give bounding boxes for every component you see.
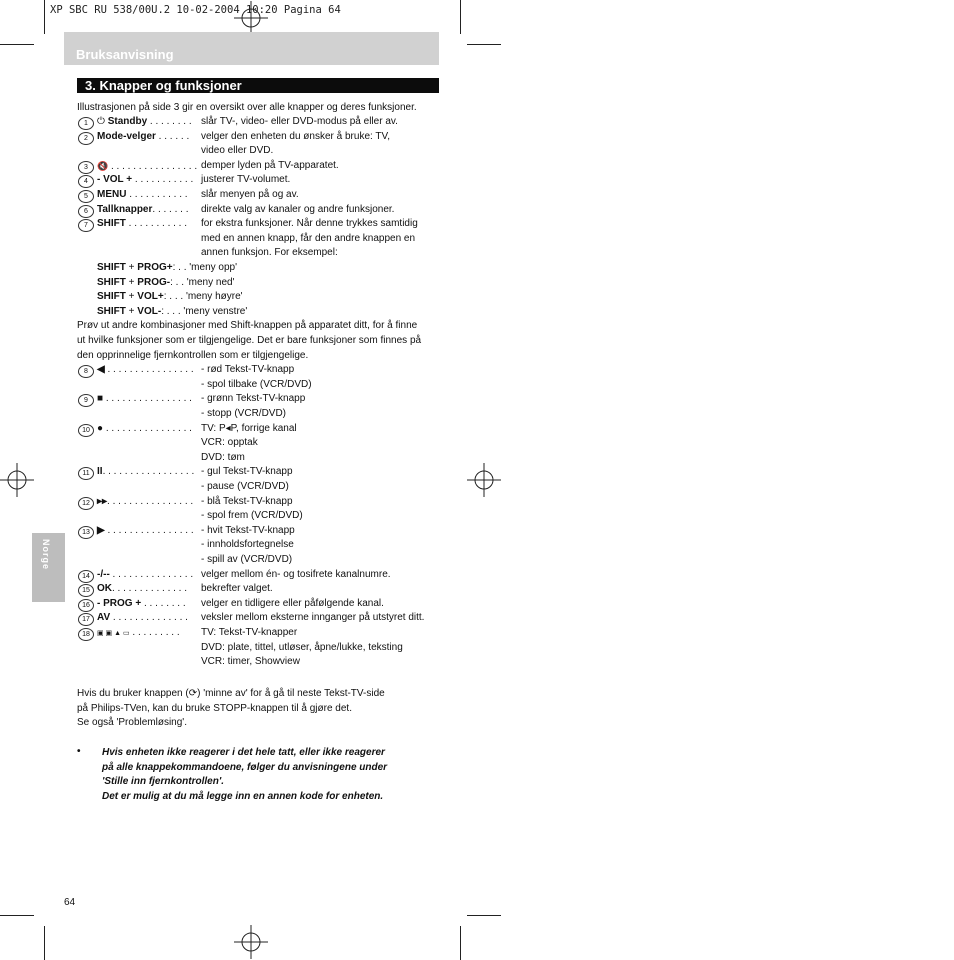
item-key [97, 173, 193, 188]
leader-dots: . . . . . . . . [147, 116, 192, 127]
item-key-label: ▶ [97, 524, 105, 536]
shift-key: SHIFT [97, 305, 126, 317]
item-key [97, 159, 197, 175]
item-key [97, 203, 189, 218]
item-description: TV: Tekst-TV-knapper [201, 627, 298, 638]
paragraph-line: ut hvilke funksjoner som er tilgjengelige. Det er bare funksjoner som finnes på [77, 335, 422, 346]
item-key-label: ■ [97, 393, 104, 405]
note-line: 'Stille inn fjernkontrollen'. [102, 776, 224, 788]
item-key [97, 597, 186, 612]
item-description: - innholdsfortegnelse [201, 539, 294, 551]
chapter-header [77, 78, 439, 93]
leader-dots: : . . . [163, 291, 186, 303]
leader-dots: . . . . . . . . . . . . . . . . [108, 160, 198, 172]
combo-meaning: 'meny venstre' [183, 305, 248, 317]
item-number: 11 [78, 467, 94, 480]
item-number: 10 [78, 424, 94, 437]
item-description: for ekstra funksjoner. Når denne trykkes samtidig [201, 218, 418, 230]
item-key-label: -/-- [97, 568, 110, 580]
note-line: på alle knappekommandoene, følger du anvisningene under [102, 761, 388, 773]
item-description: - gul Tekst-TV-knapp [201, 466, 293, 478]
item-description: video eller DVD. [201, 145, 274, 157]
leader-dots: . . . . . . [155, 130, 190, 142]
leader-dots: . . . . . . . . . . . [126, 189, 188, 200]
leader-dots: . . . . . . . . . . . [125, 218, 188, 230]
item-key [97, 495, 193, 510]
print-header: XP SBC RU 538/00U.2 10-02-2004 10:20 Pagina 64 [50, 4, 341, 16]
item-description: TV: P◂P, forrige kanal [201, 422, 297, 434]
registration-mark-icon [234, 925, 268, 959]
item-number: 17 [78, 613, 94, 626]
shift-key: SHIFT [97, 291, 126, 303]
item-description: slår menyen på og av. [201, 189, 299, 200]
item-description: - spill av (VCR/DVD) [201, 554, 293, 565]
standby-icon: ⏻ [97, 116, 108, 127]
item-number: 13 [78, 526, 94, 539]
paragraph-line: på Philips-TVen, kan du bruke STOPP-knappen til å gjøre det. [77, 702, 352, 714]
item-key [97, 524, 194, 539]
crop-mark [0, 915, 34, 916]
item-key-label: - PROG + [97, 597, 142, 609]
registration-mark-icon [234, 1, 268, 35]
item-number: 8 [78, 365, 94, 378]
item-key-label: MENU [97, 189, 127, 200]
crop-mark [0, 44, 34, 45]
crop-mark [460, 0, 461, 34]
item-key-label: ▸▸ [97, 495, 108, 507]
item-key [97, 626, 180, 642]
item-description: veksler mellom eksterne innganger på utstyret ditt. [201, 612, 425, 624]
item-key-label: AV [97, 612, 111, 624]
combo-meaning: 'meny høyre' [185, 291, 243, 303]
item-description: med en annen knapp, får den andre knappen en [201, 232, 416, 244]
leader-dots: . . . . . . . . . . . . . . . . [104, 524, 194, 536]
item-description: direkte valg av kanaler og andre funksjoner. [201, 203, 395, 215]
registration-mark-icon [0, 463, 34, 497]
item-key-label: II [97, 466, 103, 478]
shift-combo [97, 290, 243, 305]
combo-key: PROG- [137, 276, 171, 288]
leader-dots: . . . . . . . . . . . . . . . . [103, 393, 192, 405]
item-description: - pause (VCR/DVD) [201, 481, 289, 492]
leader-dots: : . . [172, 262, 190, 273]
item-description: DVD: tøm [201, 451, 245, 463]
item-number: 12 [78, 497, 94, 510]
item-key [97, 392, 192, 407]
note-line: Det er mulig at du må legge inn en annen kode for enheten. [102, 790, 384, 802]
item-description: demper lyden på TV-apparatet. [201, 159, 339, 171]
item-key [97, 465, 194, 480]
item-description: velger mellom én- og tosifrete kanalnumre. [201, 568, 391, 580]
item-key [97, 130, 189, 145]
item-description: VCR: opptak [201, 437, 258, 449]
item-number: 2 [78, 132, 94, 145]
paragraph-line: Se også 'Problemløsing'. [77, 717, 187, 729]
crop-mark [44, 0, 45, 34]
page-number: 64 [64, 897, 76, 908]
combo-key: VOL+ [137, 291, 164, 303]
item-number: 7 [78, 219, 94, 232]
combo-meaning: 'meny ned' [186, 276, 235, 288]
item-key [97, 582, 187, 597]
item-description: justerer TV-volumet. [201, 174, 291, 186]
language-tab-label: Norge [41, 539, 51, 571]
item-description: bekrefter valget. [201, 583, 273, 595]
section-header [64, 32, 439, 65]
note-bullet: • [77, 746, 81, 757]
item-key [97, 188, 188, 203]
item-description: DVD: plate, tittel, utløser, åpne/lukke, teksting [201, 641, 403, 653]
item-description: - blå Tekst-TV-knapp [201, 495, 293, 507]
item-number: 5 [78, 190, 94, 203]
item-description: VCR: timer, Showview [201, 656, 300, 668]
leader-dots: . . . . . . . . . . . . . . [110, 612, 188, 624]
leader-dots: . . . . . . . . . . . . . . . . [103, 422, 192, 434]
paragraph-line: Hvis du bruker knappen (⟳) 'minne av' for å gå til neste Tekst-TV-side [77, 688, 385, 699]
leader-dots: . . . . . . . . [141, 597, 186, 609]
paragraph-line: Prøv ut andre kombinasjoner med Shift-knappen på apparatet ditt, for å finne [77, 320, 418, 332]
shift-combo [97, 305, 247, 320]
item-number: 18 [78, 628, 94, 641]
item-description: - grønn Tekst-TV-knapp [201, 393, 306, 405]
crop-mark [460, 926, 461, 960]
leader-dots: : . . . [161, 305, 184, 317]
item-number: 14 [78, 570, 94, 583]
item-number: 6 [78, 205, 94, 218]
section-title: Bruksanvisning [76, 47, 174, 62]
item-number: 15 [78, 584, 94, 597]
shift-key: SHIFT [97, 276, 126, 288]
item-description: - stopp (VCR/DVD) [201, 408, 287, 419]
item-key-label: Standby [107, 116, 148, 127]
item-key [97, 363, 194, 378]
item-description: - spol tilbake (VCR/DVD) [201, 378, 312, 390]
combo-key: VOL- [137, 305, 162, 317]
leader-dots: . . . . . . . . . . . . . . . . [104, 364, 194, 376]
item-description: velger en tidligere eller påfølgende kanal. [201, 597, 384, 609]
shift-combo [97, 261, 237, 276]
plus-sign: + [125, 276, 138, 288]
plus-sign: + [125, 305, 138, 317]
item-key-label: ● [97, 422, 104, 434]
item-number: 16 [78, 599, 94, 612]
item-key [97, 115, 192, 130]
language-tab [32, 533, 65, 602]
item-description: annen funksjon. For eksempel: [201, 247, 338, 259]
combo-meaning: 'meny opp' [189, 262, 237, 273]
plus-sign: + [125, 262, 138, 273]
item-key-label: OK [97, 583, 112, 595]
shift-key: SHIFT [97, 262, 126, 273]
paragraph-line: den opprinnelige fjernkontrollen som er tilgjengelige. [77, 349, 309, 361]
item-key-label: - VOL + [97, 174, 133, 186]
item-number: 3 [78, 161, 94, 174]
item-description: - rød Tekst-TV-knapp [201, 364, 295, 376]
item-key-label: SHIFT [97, 218, 126, 230]
leader-dots: . . . . . . . . . . . . . . [112, 583, 188, 595]
shift-combo [97, 276, 234, 291]
combo-key: PROG+ [137, 262, 173, 273]
item-key [97, 611, 188, 626]
intro-text: Illustrasjonen på side 3 gir en oversikt over alle knapper og deres funksjoner. [77, 102, 417, 113]
leader-dots: . . . . . . . . . [129, 627, 180, 638]
leader-dots: . . . . . . . [152, 203, 189, 215]
crop-mark [467, 915, 501, 916]
item-key-label: Mode-velger [97, 130, 156, 142]
item-description: - hvit Tekst-TV-knapp [201, 524, 295, 536]
mute-icon: 🔇 [97, 160, 109, 171]
item-key [97, 568, 193, 583]
teletext-keys-icon: ▣ ▣ ▲ ▭ [97, 630, 130, 637]
registration-mark-icon [467, 463, 501, 497]
item-key [97, 422, 192, 437]
crop-mark [467, 44, 501, 45]
item-number: 1 [78, 117, 94, 130]
chapter-title: 3. Knapper og funksjoner [85, 78, 242, 93]
note-line: Hvis enheten ikke reagerer i det hele tatt, eller ikke reagerer [102, 747, 385, 758]
leader-dots: . . . . . . . . . . . [132, 174, 194, 186]
item-key-label: ◀ [97, 364, 105, 376]
item-key-label: Tallknapper [97, 203, 153, 215]
leader-dots: . . . . . . . . . . . . . . . . . [102, 466, 195, 478]
item-number: 4 [78, 175, 94, 188]
leader-dots: . . . . . . . . . . . . . . . [109, 568, 194, 580]
plus-sign: + [125, 291, 138, 303]
item-description: velger den enheten du ønsker å bruke: TV, [201, 130, 391, 142]
item-number: 9 [78, 394, 94, 407]
item-key [97, 217, 187, 232]
item-description: - spol frem (VCR/DVD) [201, 510, 303, 522]
item-description: slår TV-, video- eller DVD-modus på eller av. [201, 116, 398, 127]
leader-dots: . . . . . . . . . . . . . . . . [107, 495, 194, 507]
leader-dots: : . . [170, 276, 187, 288]
crop-mark [44, 926, 45, 960]
